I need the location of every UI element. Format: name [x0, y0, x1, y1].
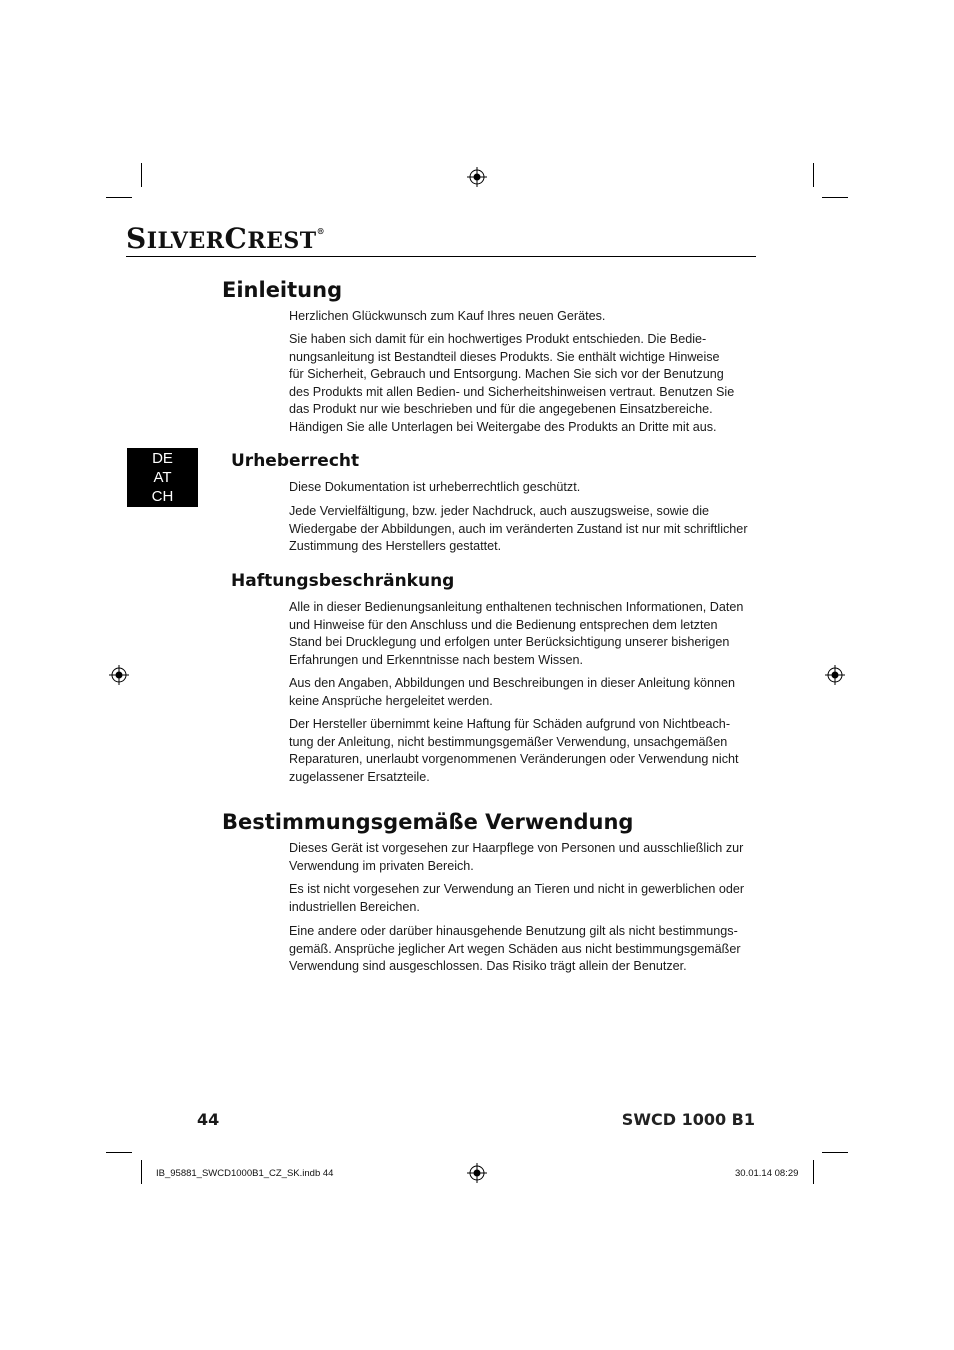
paragraph: Es ist nicht vorgesehen zur Verwendung an Tieren und nicht in gewerblichen oder industriellen Bereichen.	[289, 882, 745, 914]
print-slug-date: 30.01.14 08:29	[735, 1168, 799, 1179]
paragraph: Diese Dokumentation ist urheberrechtlich geschützt.	[289, 480, 581, 494]
language-code: CH	[151, 488, 174, 505]
heading-einleitung: Einleitung	[222, 278, 343, 302]
header-rule	[126, 256, 756, 257]
paragraph: Alle in dieser Bedienungsanleitung enthaltenen technischen Informationen, Daten und Hinweise für den Anschluss und die Bedienung entsprechen dem letzten Stand bei Drucklegung und erfolgen unter Berücksichtigung unserer bisherigen Erfahrungen und Erkenntnisse nach bestem Wissen.	[289, 600, 744, 667]
paragraph: Jede Vervielfältigung, bzw. jeder Nachdruck, auch auszugsweise, sowie die Wiedergabe der Abbildungen, auch im veränderten Zustand ist nur mit schriftlicher Zustimmung des Herstellers gestattet.	[289, 504, 748, 554]
paragraph: Sie haben sich damit für ein hochwertiges Produkt entschieden. Die Bedie- nungsanleitung ist Bestandteil dieses Produkts. Sie enthält wichtige Hinweise für Sicherheit, Gebrauch und Entsorgung. Machen Sie sich vor der Benutzung des Produkts mit allen Bedien- und Sicherheitshinweisen vertraut. Benutzen Sie das Produkt nur wie beschrieben und für die angegebenen Einsatzbereiche. Händigen Sie alle Unterlagen bei Weitergabe des Produkts an Dritte mit aus.	[289, 332, 735, 434]
language-tab	[127, 448, 198, 507]
heading-urheberrecht: Urheberrecht	[231, 451, 360, 471]
crop-mark	[106, 1152, 132, 1153]
registration-mark-icon	[825, 665, 845, 685]
paragraph: Eine andere oder darüber hinausgehende Benutzung gilt als nicht bestimmungs- gemäß. Ansprüche jeglicher Art wegen Schäden aus nicht bestimmungsgemäßer Verwendung sind ausgeschlossen. Das Risiko trägt allein der Benutzer.	[289, 924, 741, 974]
paragraph: Herzlichen Glückwunsch zum Kauf Ihres neuen Gerätes.	[289, 309, 606, 323]
language-code: AT	[153, 469, 172, 486]
crop-mark	[813, 1160, 814, 1184]
paragraph: Aus den Angaben, Abbildungen und Beschreibungen in dieser Anleitung können keine Ansprüche hergeleitet werden.	[289, 676, 736, 708]
language-code: DE	[152, 450, 173, 467]
registration-mark-icon	[109, 665, 129, 685]
registration-mark-icon	[467, 167, 487, 187]
registration-mark-icon	[467, 1163, 487, 1183]
page-number: 44	[197, 1110, 220, 1129]
paragraph: Dieses Gerät ist vorgesehen zur Haarpflege von Personen und ausschließlich zur Verwendung im privaten Bereich.	[289, 841, 744, 873]
crop-mark	[822, 197, 848, 198]
crop-mark	[106, 197, 132, 198]
crop-mark	[813, 163, 814, 187]
model-number: SWCD 1000 B1	[621, 1110, 755, 1129]
heading-bestimmungsgemaesse-verwendung: Bestimmungsgemäße Verwendung	[222, 810, 634, 834]
crop-mark	[822, 1152, 848, 1153]
paragraph: Der Hersteller übernimmt keine Haftung für Schäden aufgrund von Nichtbeach- tung der Anleitung, nicht bestimmungsgemäßer Verwendung, unsachgemäßen Reparaturen, unerlaubt vorgenommenen Veränderungen oder Verwendung nicht zugelassener Ersatzteile.	[289, 717, 739, 784]
crop-mark	[141, 163, 142, 187]
silvercrest-logo: SILVERCREST®	[126, 222, 326, 255]
crop-mark	[141, 1160, 142, 1184]
heading-haftungsbeschraenkung: Haftungsbeschränkung	[231, 571, 455, 591]
print-slug-file: IB_95881_SWCD1000B1_CZ_SK.indb 44	[156, 1168, 334, 1179]
